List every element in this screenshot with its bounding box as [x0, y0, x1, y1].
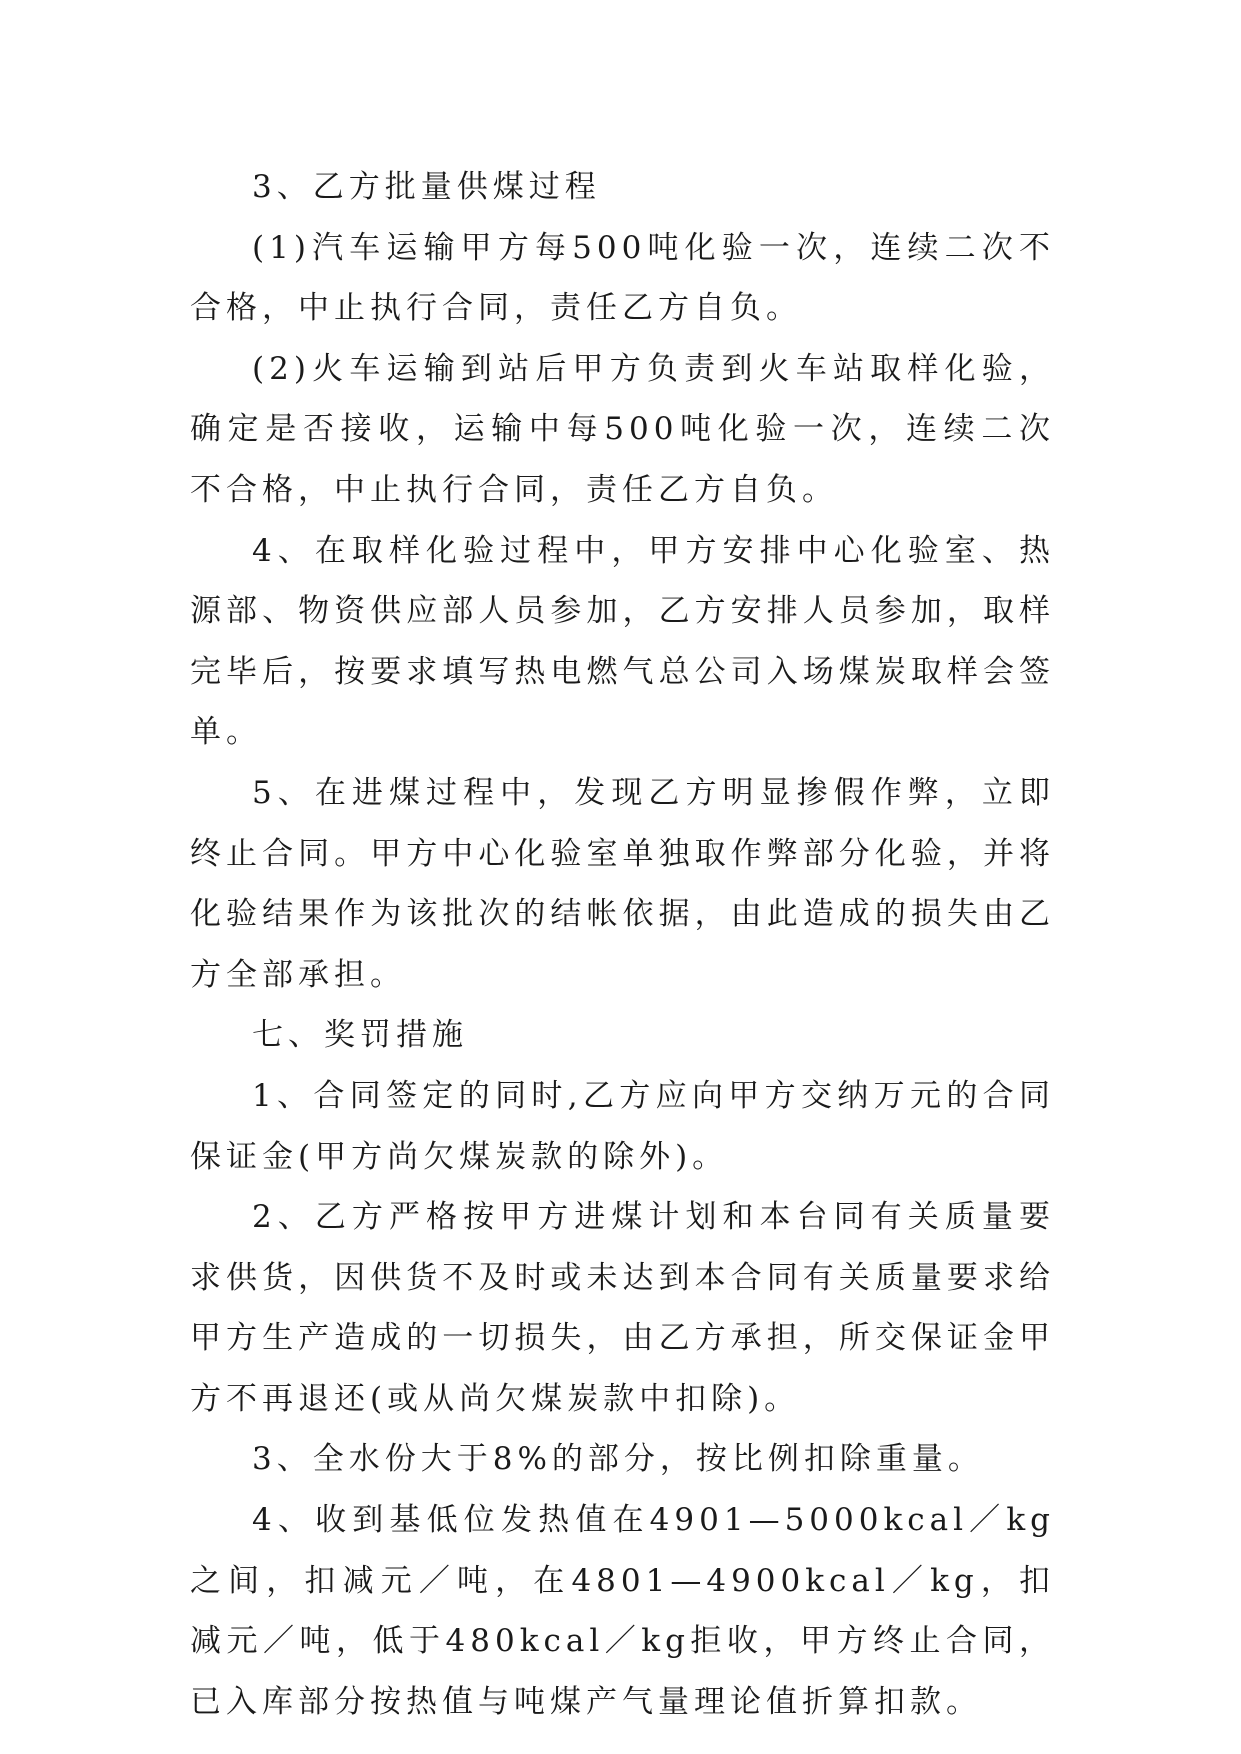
- heading-rewards-penalties: 七、奖罚措施: [252, 1017, 468, 1054]
- paragraph-supply-obligation: 2、乙方严格按甲方进煤计划和本台同有关质量要求供货，因供货不及时或未达到本合同有关质量要求给甲方生产造成的一切损失，由乙方承担，所交保证金甲方不再退还(或从尚欠煤炭款中扣除)。: [190, 1199, 1055, 1417]
- paragraph-calorific-deduction: 4、收到基低位发热值在4901—5000kcal／kg之间，扣减元／吨，在4801—4900kcal／kg，扣减元／吨，低于480kcal／kg拒收，甲方终止合同，已入库部分按热值与吨煤产气量理论值折算扣款。: [190, 1502, 1055, 1720]
- paragraph-deposit: 1、合同签定的同时,乙方应向甲方交纳万元的合同保证金(甲方尚欠煤炭款的除外)。: [190, 1077, 1055, 1175]
- paragraph-train-transport: (2)火车运输到站后甲方负责到火车站取样化验，确定是否接收，运输中每500吨化验一次，连续二次不合格，中止执行合同，责任乙方自负。: [190, 350, 1055, 508]
- paragraph-sampling-process: 4、在取样化验过程中，甲方安排中心化验室、热源部、物资供应部人员参加，乙方安排人员参加，取样完毕后，按要求填写热电燃气总公司入场煤炭取样会签单。: [190, 532, 1055, 751]
- paragraph-truck-transport: (1)汽车运输甲方每500吨化验一次，连续二次不合格，中止执行合同，责任乙方自负。: [190, 229, 1055, 327]
- paragraph-fraud-termination: 5、在进煤过程中，发现乙方明显掺假作弊，立即终止合同。甲方中心化验室单独取作弊部分化验，并将化验结果作为该批次的结帐依据，由此造成的损失由乙方全部承担。: [190, 774, 1055, 993]
- paragraph-section-3-title: 3、乙方批量供煤过程: [252, 169, 601, 205]
- paragraph-moisture-deduction: 3、全水份大于8%的部分，按比例扣除重量。: [252, 1441, 984, 1478]
- document-body: [190, 157, 1055, 1732]
